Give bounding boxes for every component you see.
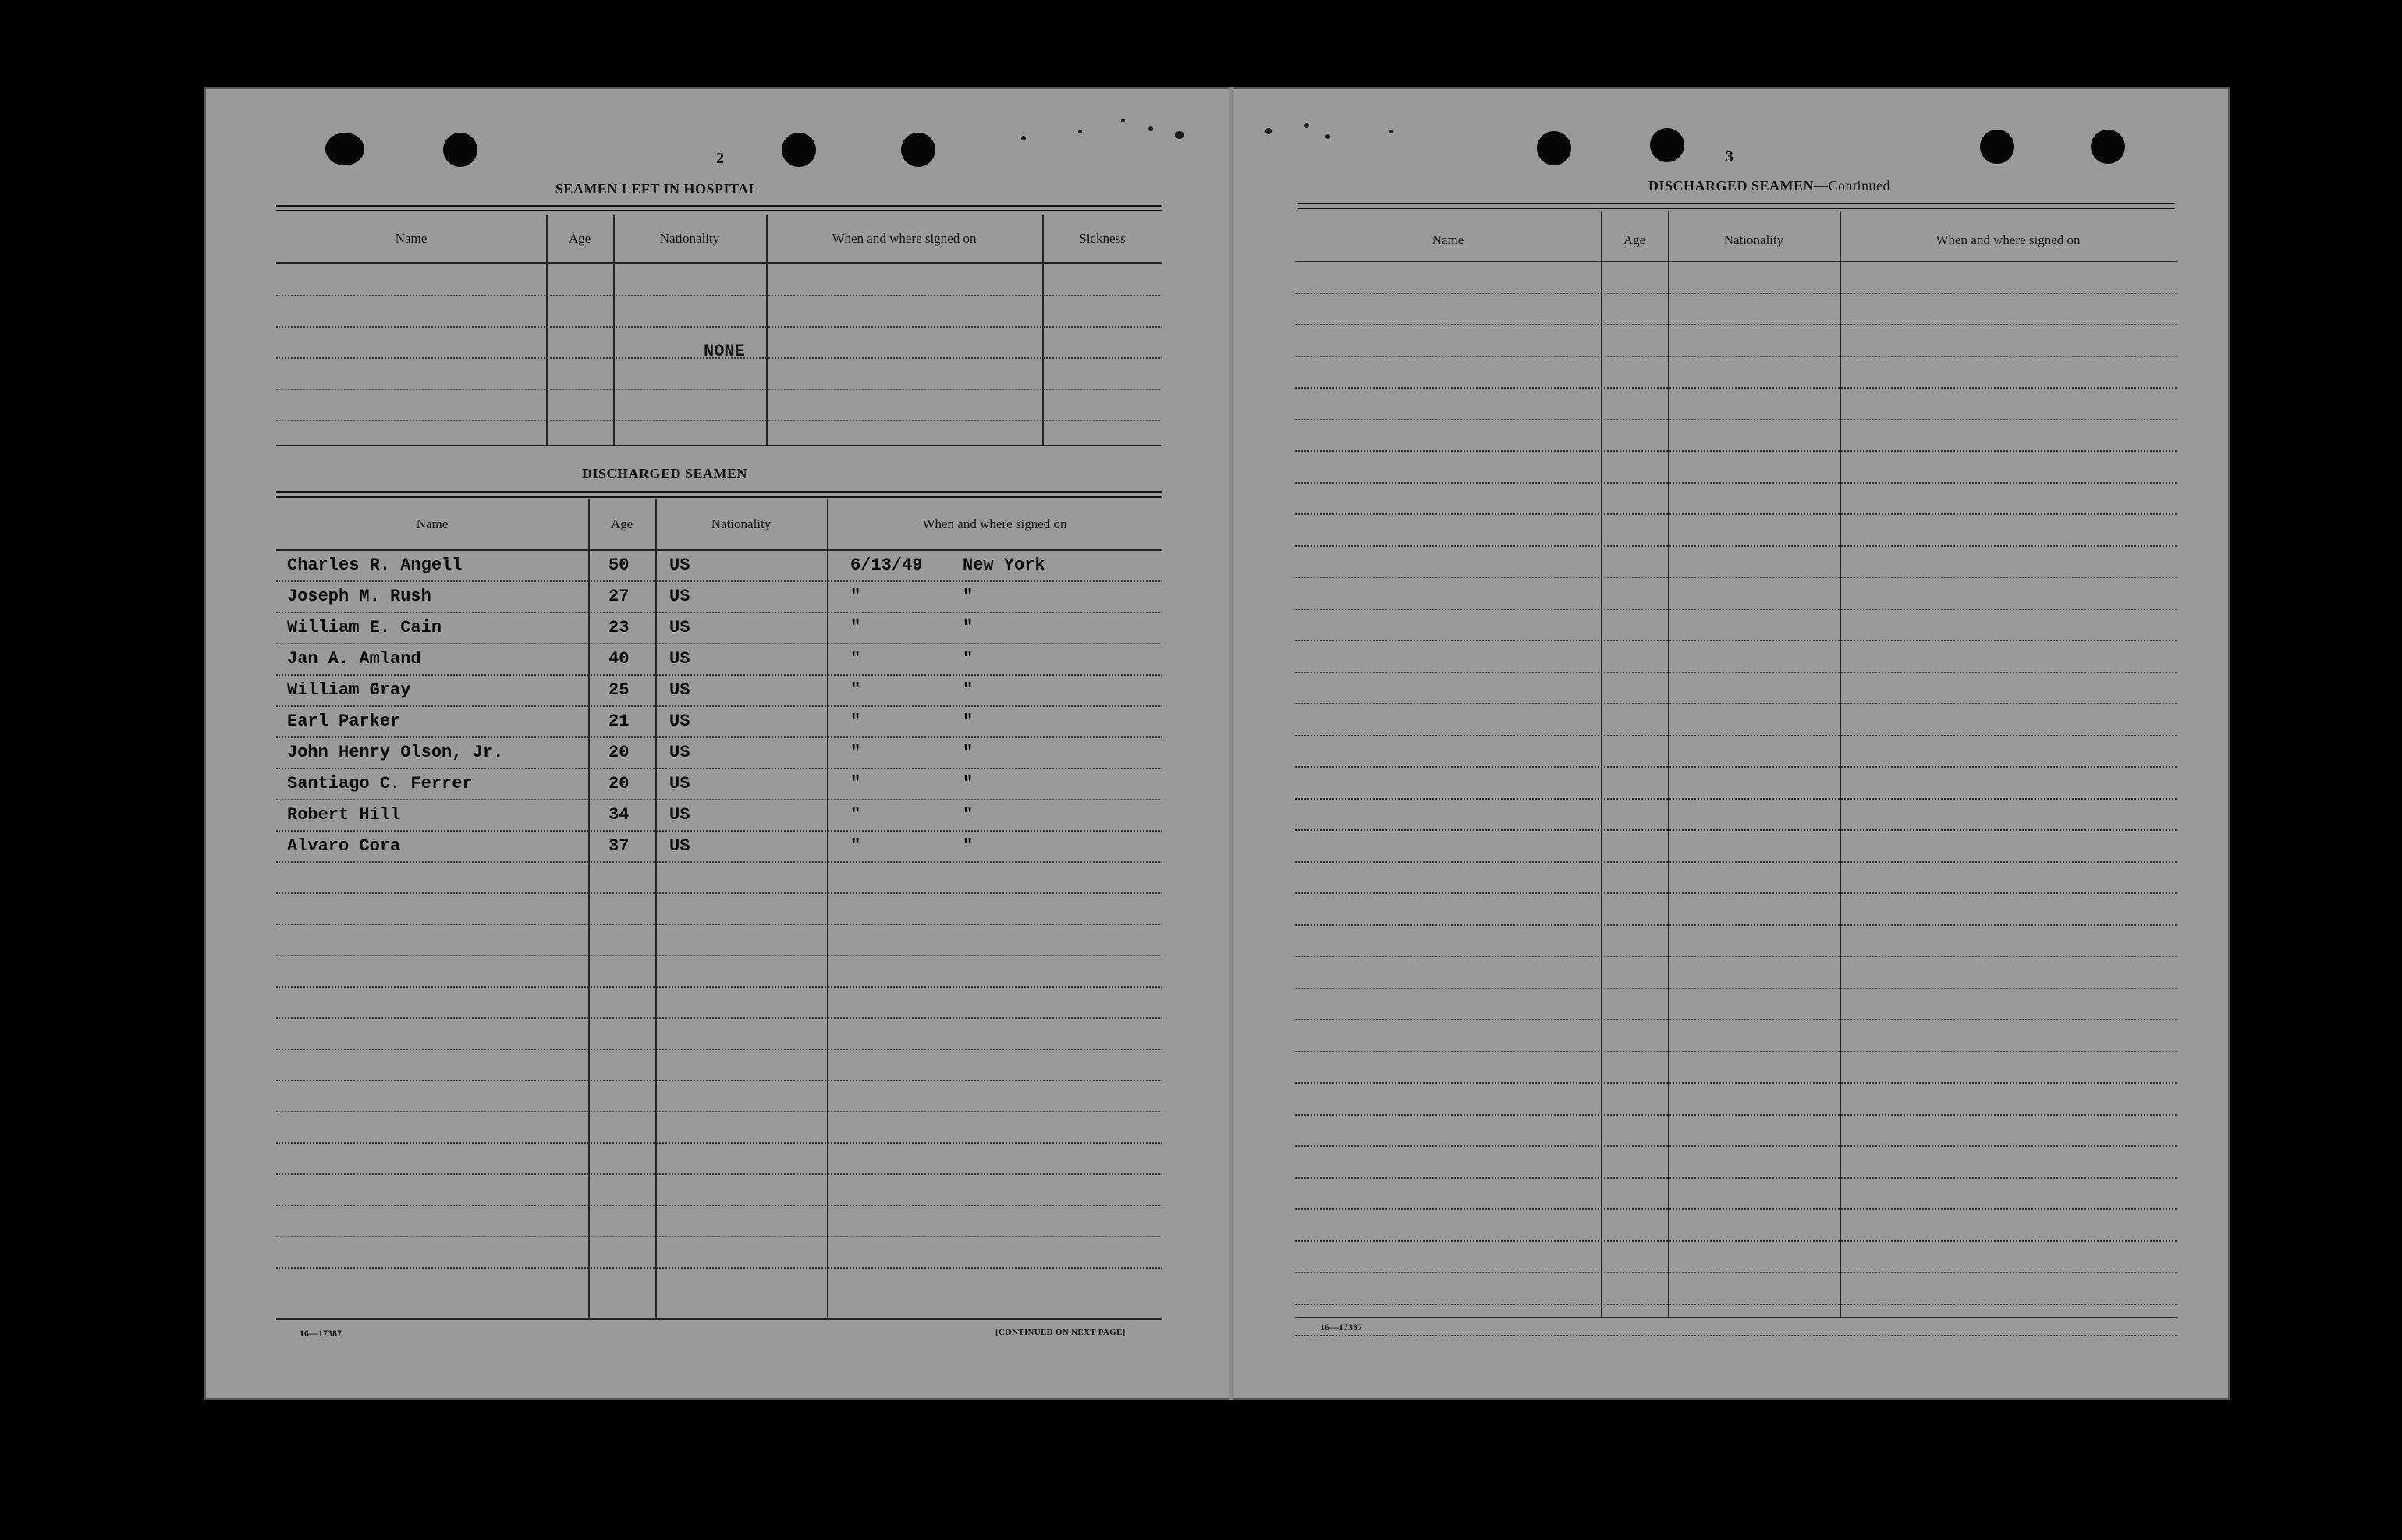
row-rule: [1295, 293, 2177, 294]
paper-speck: [1265, 128, 1272, 134]
row-rule: [276, 1049, 1162, 1050]
row-rule: [276, 924, 1162, 925]
page-number-left: 2: [716, 150, 724, 167]
signed-on-date: 6/13/49: [850, 555, 923, 575]
seaman-name: Charles R. Angell: [287, 555, 463, 575]
row-rule: [1295, 450, 2177, 452]
signed-on-place: ": [963, 680, 974, 700]
seaman-nationality: US: [669, 711, 690, 731]
seaman-age: 20: [608, 774, 630, 793]
row-rule: [276, 1173, 1162, 1175]
row-rule: [1295, 1114, 2177, 1116]
seaman-nationality: US: [669, 680, 690, 700]
table-row: [276, 836, 1162, 868]
seaman-age: 37: [608, 836, 630, 856]
signed-on-date: ": [850, 805, 861, 825]
seaman-name: Santiago C. Ferrer: [287, 774, 473, 793]
seaman-age: 23: [608, 618, 630, 637]
punch-hole: [1980, 130, 2014, 164]
form-code-left: 16—17387: [300, 1328, 342, 1339]
seaman-name: Jan A. Amland: [287, 649, 421, 669]
seaman-nationality: US: [669, 555, 690, 575]
signed-on-date: ": [850, 743, 861, 762]
paper-speck: [1325, 134, 1330, 139]
paper-speck: [1175, 131, 1184, 139]
seaman-name: John Henry Olson, Jr.: [287, 743, 504, 762]
table-row: [276, 711, 1162, 743]
row-rule: [1295, 735, 2177, 736]
paper-speck: [1121, 119, 1125, 122]
signed-on-place: ": [963, 711, 974, 731]
bottom-rule: [1295, 1317, 2177, 1318]
punch-hole: [1537, 131, 1571, 165]
col-header-nationality: Nationality: [1723, 232, 1784, 247]
document-sheet: [204, 87, 2230, 1400]
paper-speck: [1304, 123, 1309, 128]
bottom-rule: [276, 445, 1162, 446]
seaman-nationality: US: [669, 649, 690, 669]
title-main: DISCHARGED SEAMEN: [1648, 178, 1815, 193]
row-rule: [1295, 703, 2177, 704]
row-rule: [1295, 324, 2177, 325]
row-rule: [276, 389, 1162, 390]
table-row: [276, 680, 1162, 711]
seaman-name: William E. Cain: [287, 618, 442, 637]
row-rule: [276, 1017, 1162, 1019]
signed-on-date: ": [850, 618, 861, 637]
row-rule: [1295, 513, 2177, 515]
discharged-top-rule: [276, 491, 1162, 498]
seaman-age: 40: [608, 649, 630, 669]
seaman-name: William Gray: [287, 680, 411, 700]
seaman-name: Alvaro Cora: [287, 836, 401, 856]
bottom-rule: [276, 1318, 1162, 1320]
row-rule: [276, 420, 1162, 421]
seaman-nationality: US: [669, 618, 690, 637]
row-rule: [1295, 1208, 2177, 1210]
punch-hole: [901, 133, 935, 167]
seaman-nationality: US: [669, 836, 690, 856]
row-rule: [1295, 387, 2177, 389]
row-rule: [1295, 577, 2177, 578]
row-rule: [1295, 1177, 2177, 1179]
signed-on-place: ": [963, 587, 974, 606]
row-rule: [1295, 924, 2177, 926]
table-row: [276, 774, 1162, 805]
signed-on-date: ": [850, 680, 861, 700]
row-rule: [1295, 766, 2177, 768]
seaman-age: 34: [608, 805, 630, 825]
right-top-rule: [1297, 203, 2175, 209]
hospital-section-title: SEAMEN LEFT IN HOSPITAL: [555, 181, 759, 197]
row-rule: [1295, 1019, 2177, 1020]
paper-speck: [1389, 130, 1393, 133]
punch-hole: [782, 133, 816, 167]
column-divider: [1042, 215, 1044, 446]
paper-speck: [1021, 136, 1026, 140]
signed-on-place: ": [963, 805, 974, 825]
seaman-name: Robert Hill: [287, 805, 401, 825]
signed-on-place: New York: [963, 555, 1045, 575]
punch-hole: [2091, 130, 2125, 164]
col-header-name: Name: [395, 231, 428, 246]
col-header-name: Name: [1432, 232, 1464, 247]
signed-on-place: ": [963, 836, 974, 856]
row-rule: [1295, 1304, 2177, 1305]
page-number-right: 3: [1726, 148, 1733, 165]
column-divider: [1840, 211, 1841, 1318]
paper-speck: [1078, 130, 1082, 133]
hospital-top-rule: [276, 205, 1162, 211]
col-header-sickness: Sickness: [1079, 231, 1126, 246]
row-rule: [1295, 798, 2177, 800]
column-divider: [613, 215, 615, 446]
col-header-age: Age: [568, 231, 591, 246]
header-rule: [276, 262, 1162, 264]
row-rule: [1295, 482, 2177, 484]
punch-hole: [325, 133, 364, 165]
form-code-right: 16—17387: [1320, 1322, 1362, 1332]
col-header-signed-on: When and where signed on: [922, 516, 1067, 531]
seaman-age: 20: [608, 743, 630, 762]
signed-on-date: ": [850, 587, 861, 606]
seaman-age: 50: [608, 555, 630, 575]
column-divider: [1668, 211, 1669, 1318]
title-continued: —Continued: [1814, 178, 1891, 193]
row-rule: [1295, 672, 2177, 673]
row-rule: [276, 295, 1162, 296]
hospital-table: [276, 215, 1162, 448]
signed-on-date: ": [850, 836, 861, 856]
seaman-nationality: US: [669, 774, 690, 793]
signed-on-date: ": [850, 774, 861, 793]
seaman-age: 21: [608, 711, 630, 731]
seaman-nationality: US: [669, 587, 690, 606]
row-rule: [276, 1236, 1162, 1237]
center-fold: [1229, 87, 1233, 1400]
row-rule: [1295, 988, 2177, 989]
discharged-table: [276, 499, 1162, 1325]
row-rule: [1295, 829, 2177, 831]
row-rule: [1295, 609, 2177, 610]
signed-on-place: ": [963, 774, 974, 793]
col-header-nationality: Nationality: [711, 516, 772, 531]
row-rule: [1295, 861, 2177, 863]
discharged-continued-title: [1512, 178, 2027, 194]
seaman-name: Earl Parker: [287, 711, 401, 731]
seaman-age: 27: [608, 587, 630, 606]
row-rule: [1295, 419, 2177, 420]
row-rule: [276, 1080, 1162, 1081]
discharged-section-title: DISCHARGED SEAMEN: [581, 466, 748, 481]
punch-hole: [443, 133, 477, 167]
signed-on-place: ": [963, 618, 974, 637]
signed-on-place: ": [963, 649, 974, 669]
row-rule: [1295, 640, 2177, 641]
row-rule: [276, 892, 1162, 894]
discharged-continued-table: [1295, 211, 2177, 1318]
signed-on-place: ": [963, 743, 974, 762]
row-rule: [276, 1205, 1162, 1206]
row-rule: [1295, 1051, 2177, 1052]
row-rule: [1295, 892, 2177, 894]
row-rule: [1295, 1082, 2177, 1084]
signed-on-date: ": [850, 649, 861, 669]
paper-speck: [1148, 126, 1153, 131]
row-rule: [276, 326, 1162, 328]
table-row: [276, 555, 1162, 587]
row-rule: [276, 1111, 1162, 1112]
header-rule: [276, 549, 1162, 551]
col-header-signed-on: When and where signed on: [1935, 232, 2081, 247]
row-rule: [1295, 956, 2177, 957]
column-divider: [546, 215, 548, 446]
header-rule: [1295, 261, 2177, 262]
table-row: [276, 587, 1162, 618]
col-header-age: Age: [1623, 232, 1646, 247]
col-header-age: Age: [610, 516, 633, 531]
signed-on-date: ": [850, 711, 861, 731]
row-rule: [276, 1142, 1162, 1144]
row-rule: [276, 955, 1162, 956]
col-header-name: Name: [416, 516, 449, 531]
none-stamp: NONE: [704, 342, 745, 361]
table-row: [276, 618, 1162, 649]
col-header-nationality: Nationality: [659, 231, 720, 246]
seaman-nationality: US: [669, 743, 690, 762]
row-rule: [276, 986, 1162, 988]
col-header-signed-on: When and where signed on: [832, 231, 977, 246]
row-rule: [1295, 1335, 2177, 1336]
punch-hole: [1650, 128, 1684, 162]
row-rule: [1295, 545, 2177, 547]
table-row: [276, 649, 1162, 680]
seaman-nationality: US: [669, 805, 690, 825]
continued-note: [CONTINUED ON NEXT PAGE]: [995, 1328, 1126, 1337]
row-rule: [276, 1267, 1162, 1269]
table-row: [276, 805, 1162, 836]
row-rule: [1295, 1240, 2177, 1242]
table-row: [276, 743, 1162, 774]
row-rule: [1295, 1272, 2177, 1273]
column-divider: [766, 215, 768, 446]
seaman-age: 25: [608, 680, 630, 700]
seaman-name: Joseph M. Rush: [287, 587, 431, 606]
row-rule: [1295, 356, 2177, 357]
row-rule: [1295, 1145, 2177, 1147]
column-divider: [1601, 211, 1602, 1318]
